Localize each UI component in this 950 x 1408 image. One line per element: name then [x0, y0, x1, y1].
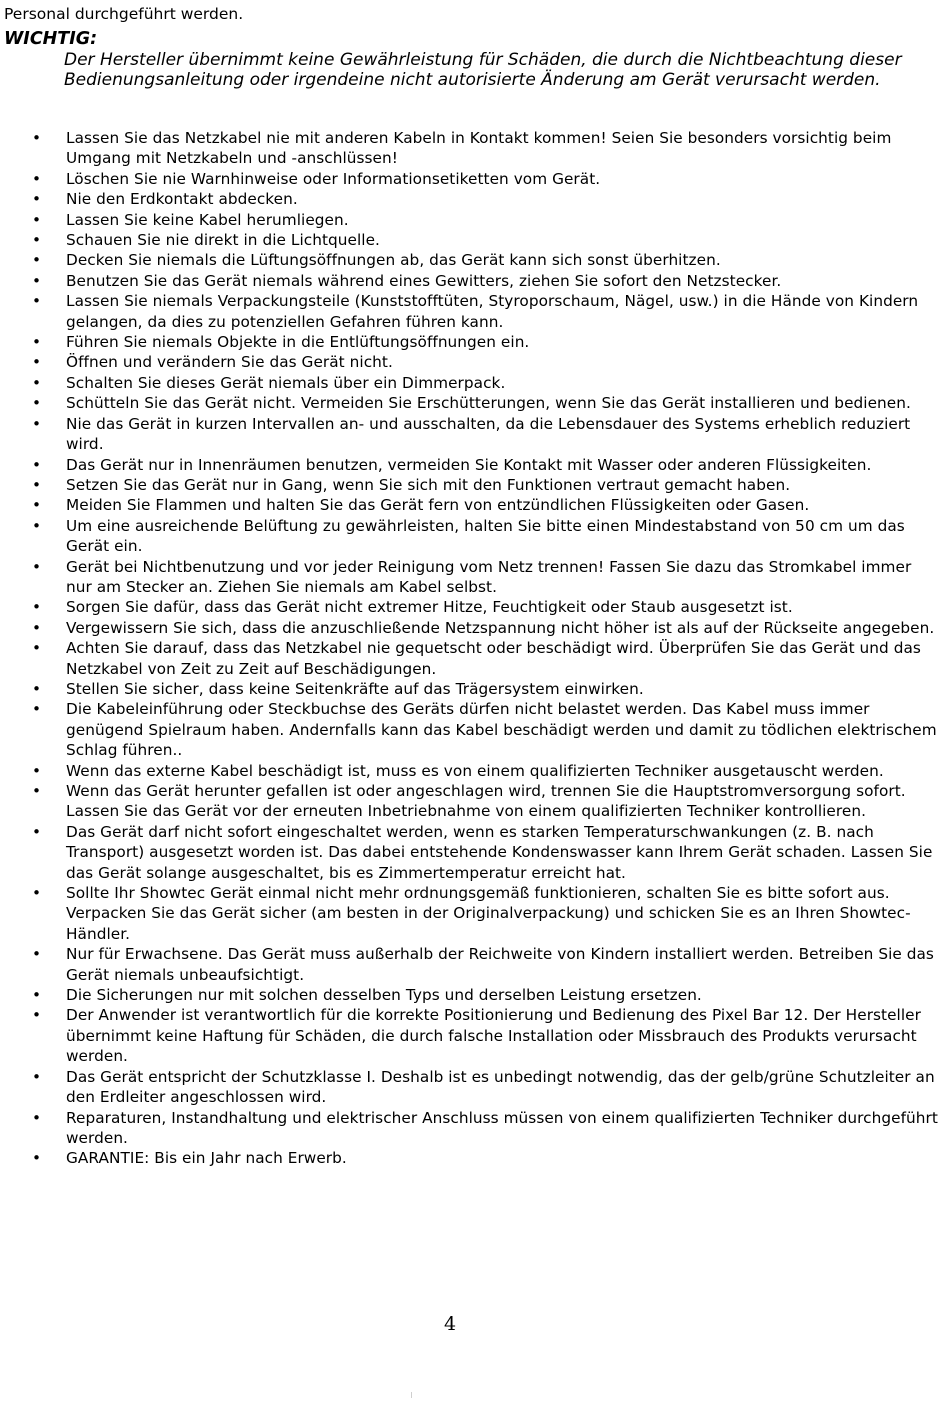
list-item-text: Wenn das Gerät herunter gefallen ist oder angeschlagen wird, trennen Sie die Hauptstromversorgung sofort. Lassen Sie das Gerät vor der erneuten Inbetriebnahme von einem qualifizierten Techniker kontrollieren. [66, 782, 906, 821]
list-item [0, 128, 940, 169]
bullet-icon: • [32, 945, 42, 964]
bullet-icon: • [32, 373, 42, 392]
list-item-text: Die Kabeleinführung oder Steckbuchse des Geräts dürfen nicht belastet werden. Das Kabel muss immer genügend Spielraum haben. Andernfalls kann das Kabel beschädigt werden und damit zu tödlichen elektrischem Schlag führen.. [66, 700, 937, 760]
bullet-icon: • [32, 353, 42, 372]
bullet-icon: • [32, 516, 42, 535]
intro-text: Personal durchgeführt werden. [4, 5, 244, 23]
list-item [0, 1005, 940, 1066]
list-item-text: Sorgen Sie dafür, dass das Gerät nicht extremer Hitze, Feuchtigkeit oder Staub ausgesetzt ist. [66, 598, 793, 617]
list-item [0, 516, 940, 557]
safety-list [0, 128, 940, 1169]
bullet-icon: • [32, 496, 42, 515]
list-item-text: Wenn das externe Kabel beschädigt ist, muss es von einem qualifizierten Techniker ausgetauscht werden. [66, 761, 884, 780]
list-item [0, 495, 940, 515]
list-item-text: Sollte Ihr Showtec Gerät einmal nicht mehr ordnungsgemäß funktionieren, schalten Sie es bitte sofort aus. Verpacken Sie das Gerät sicher (am besten in der Originalverpackung) und schicken Sie es an Ihren Showtec-Händler. [66, 884, 911, 943]
warning-title: WICHTIG: [4, 29, 98, 49]
bullet-icon: • [32, 782, 42, 800]
list-item [0, 271, 940, 291]
bullet-icon: • [32, 679, 42, 698]
scan-mark [411, 1392, 412, 1398]
list-item-text: Öffnen und verändern Sie das Gerät nicht. [66, 353, 393, 372]
bullet-icon: • [32, 271, 42, 290]
bullet-icon: • [32, 169, 42, 188]
bullet-icon: • [32, 231, 42, 250]
list-item-text: Achten Sie darauf, dass das Netzkabel nie gequetscht oder beschädigt wird. Überprüfen Sie das Gerät und das Netzkabel von Zeit zu Zeit auf Beschädigungen. [66, 639, 921, 678]
list-item-text: Um eine ausreichende Belüftung zu gewährleisten, halten Sie bitte einen Mindestabstand von 50 cm um das Gerät ein. [66, 516, 905, 556]
list-item-text: Meiden Sie Flammen und halten Sie das Gerät fern von entzündlichen Flüssigkeiten oder Gasen. [66, 496, 810, 515]
list-item-text: Reparaturen, Instandhaltung und elektrischer Anschluss müssen von einem qualifizierten Techniker durchgeführt werden. [66, 1108, 938, 1147]
list-item-text: Löschen Sie nie Warnhinweise oder Informationsetiketten vom Gerät. [66, 169, 601, 188]
page-number: 4 [444, 1313, 457, 1335]
list-item [0, 373, 940, 393]
list-item [0, 699, 940, 760]
list-item-text: Benutzen Sie das Gerät niemals während eines Gewitters, ziehen Sie sofort den Netzstecker. [66, 271, 782, 290]
list-item-text: Nie das Gerät in kurzen Intervallen an- und ausschalten, da die Lebensdauer des Systems erheblich reduziert wird. [66, 414, 911, 454]
list-item-text: Lassen Sie keine Kabel herumliegen. [66, 210, 349, 229]
list-item [0, 597, 940, 617]
list-item [0, 475, 940, 495]
bullet-icon: • [32, 333, 42, 352]
bullet-icon: • [32, 761, 42, 780]
list-item [0, 638, 940, 679]
list-item [0, 352, 940, 372]
list-item-text: Stellen Sie sicher, dass keine Seitenkräfte auf das Trägersystem einwirken. [66, 679, 644, 698]
bullet-icon: • [32, 455, 42, 474]
bullet-icon: • [32, 1149, 42, 1168]
list-item [0, 169, 940, 189]
bullet-icon: • [32, 986, 42, 1005]
list-item-text: Schauen Sie nie direkt in die Lichtquelle. [66, 231, 380, 250]
bullet-icon: • [32, 1067, 42, 1086]
bullet-icon: • [32, 822, 42, 841]
list-item [0, 781, 940, 822]
list-item-text: Lassen Sie niemals Verpackungsteile (Kunststofftüten, Styroporschaum, Nägel, usw.) in die Hände von Kindern gelangen, da dies zu potenziellen Gefahren führen kann. [66, 292, 919, 331]
bullet-icon: • [32, 598, 42, 617]
list-item [0, 414, 940, 455]
list-item-text: Führen Sie niemals Objekte in die Entlüftungsöffnungen ein. [66, 333, 530, 352]
list-item [0, 1108, 940, 1149]
list-item-text: Die Sicherungen nur mit solchen desselben Typs und derselben Leistung ersetzen. [66, 986, 702, 1005]
list-item [0, 679, 940, 699]
list-item-text: Vergewissern Sie sich, dass die anzuschließende Netzspannung nicht höher ist als auf der Rückseite angegeben. [66, 618, 935, 637]
bullet-icon: • [32, 190, 42, 209]
bullet-icon: • [32, 251, 42, 270]
list-item [0, 230, 940, 250]
bullet-icon: • [32, 1108, 42, 1127]
list-item [0, 291, 940, 332]
list-item [0, 332, 940, 352]
bullet-icon: • [32, 557, 42, 576]
list-item [0, 455, 940, 475]
list-item-text: Gerät bei Nichtbenutzung und vor jeder Reinigung vom Netz trennen! Fassen Sie dazu das Stromkabel immer nur am Stecker an. Ziehen Sie niemals am Kabel selbst. [66, 557, 912, 596]
list-item-text: Nur für Erwachsene. Das Gerät muss außerhalb der Reichweite von Kindern installiert werden. Betreiben Sie das Gerät niemals unbeaufsichtigt. [66, 945, 934, 984]
bullet-icon: • [32, 700, 42, 719]
list-item [0, 1067, 940, 1108]
list-item-text: Das Gerät nur in Innenräumen benutzen, vermeiden Sie Kontakt mit Wasser oder anderen Flüssigkeiten. [66, 455, 872, 474]
list-item-text: Schalten Sie dieses Gerät niemals über ein Dimmerpack. [66, 373, 506, 392]
warning-text: Der Hersteller übernimmt keine Gewährleistung für Schäden, die durch die Nichtbeachtung dieser Bedienungsanleitung oder irgendeine nicht autorisierte Änderung am Gerät verursacht werden. [64, 50, 902, 90]
bullet-icon: • [32, 414, 42, 433]
bullet-icon: • [32, 639, 42, 658]
list-item [0, 1148, 940, 1168]
list-item [0, 250, 940, 270]
bullet-icon: • [32, 1006, 42, 1025]
list-item [0, 210, 940, 230]
list-item-text: Das Gerät darf nicht sofort eingeschaltet werden, wenn es starken Temperaturschwankungen (z. B. nach Transport) ausgesetzt worden ist. Das dabei entstehende Kondenswasser kann Ihrem Gerät schaden. Lassen Sie das Gerät solange ausgeschaltet, bis es Zimmertemperatur erreicht hat. [66, 822, 933, 882]
list-item [0, 618, 940, 638]
list-item [0, 393, 940, 413]
list-item-text: Das Gerät entspricht der Schutzklasse I. Deshalb ist es unbedingt notwendig, das der gelb/grüne Schutzleiter an den Erdleiter angeschlossen wird. [66, 1067, 935, 1107]
list-item [0, 822, 940, 883]
bullet-icon: • [32, 475, 42, 494]
list-item-text: Schütteln Sie das Gerät nicht. Vermeiden Sie Erschütterungen, wenn Sie das Gerät installieren und bedienen. [66, 394, 911, 413]
list-item [0, 985, 940, 1005]
bullet-icon: • [32, 292, 42, 311]
list-item [0, 557, 940, 598]
list-item [0, 189, 940, 209]
list-item-text: Nie den Erdkontakt abdecken. [66, 190, 298, 209]
list-item-text: Lassen Sie das Netzkabel nie mit anderen Kabeln in Kontakt kommen! Seien Sie besonders vorsichtig beim Umgang mit Netzkabeln und -anschlüssen! [66, 129, 892, 168]
bullet-icon: • [32, 129, 42, 147]
list-item-text: Der Anwender ist verantwortlich für die korrekte Positionierung und Bedienung des Pixel Bar 12. Der Hersteller übernimmt keine Haftung für Schäden, die durch falsche Installation oder Missbrauch des Produkts verursacht werden. [66, 1006, 921, 1066]
list-item [0, 944, 940, 985]
bullet-icon: • [32, 884, 42, 903]
bullet-icon: • [32, 210, 42, 229]
list-item [0, 883, 940, 944]
bullet-icon: • [32, 394, 42, 413]
bullet-icon: • [32, 618, 42, 637]
list-item-text: Setzen Sie das Gerät nur in Gang, wenn Sie sich mit den Funktionen vertraut gemacht haben. [66, 475, 791, 494]
list-item-text: Decken Sie niemals die Lüftungsöffnungen ab, das Gerät kann sich sonst überhitzen. [66, 251, 721, 270]
list-item [0, 761, 940, 781]
list-item-text: GARANTIE: Bis ein Jahr nach Erwerb. [66, 1149, 347, 1168]
